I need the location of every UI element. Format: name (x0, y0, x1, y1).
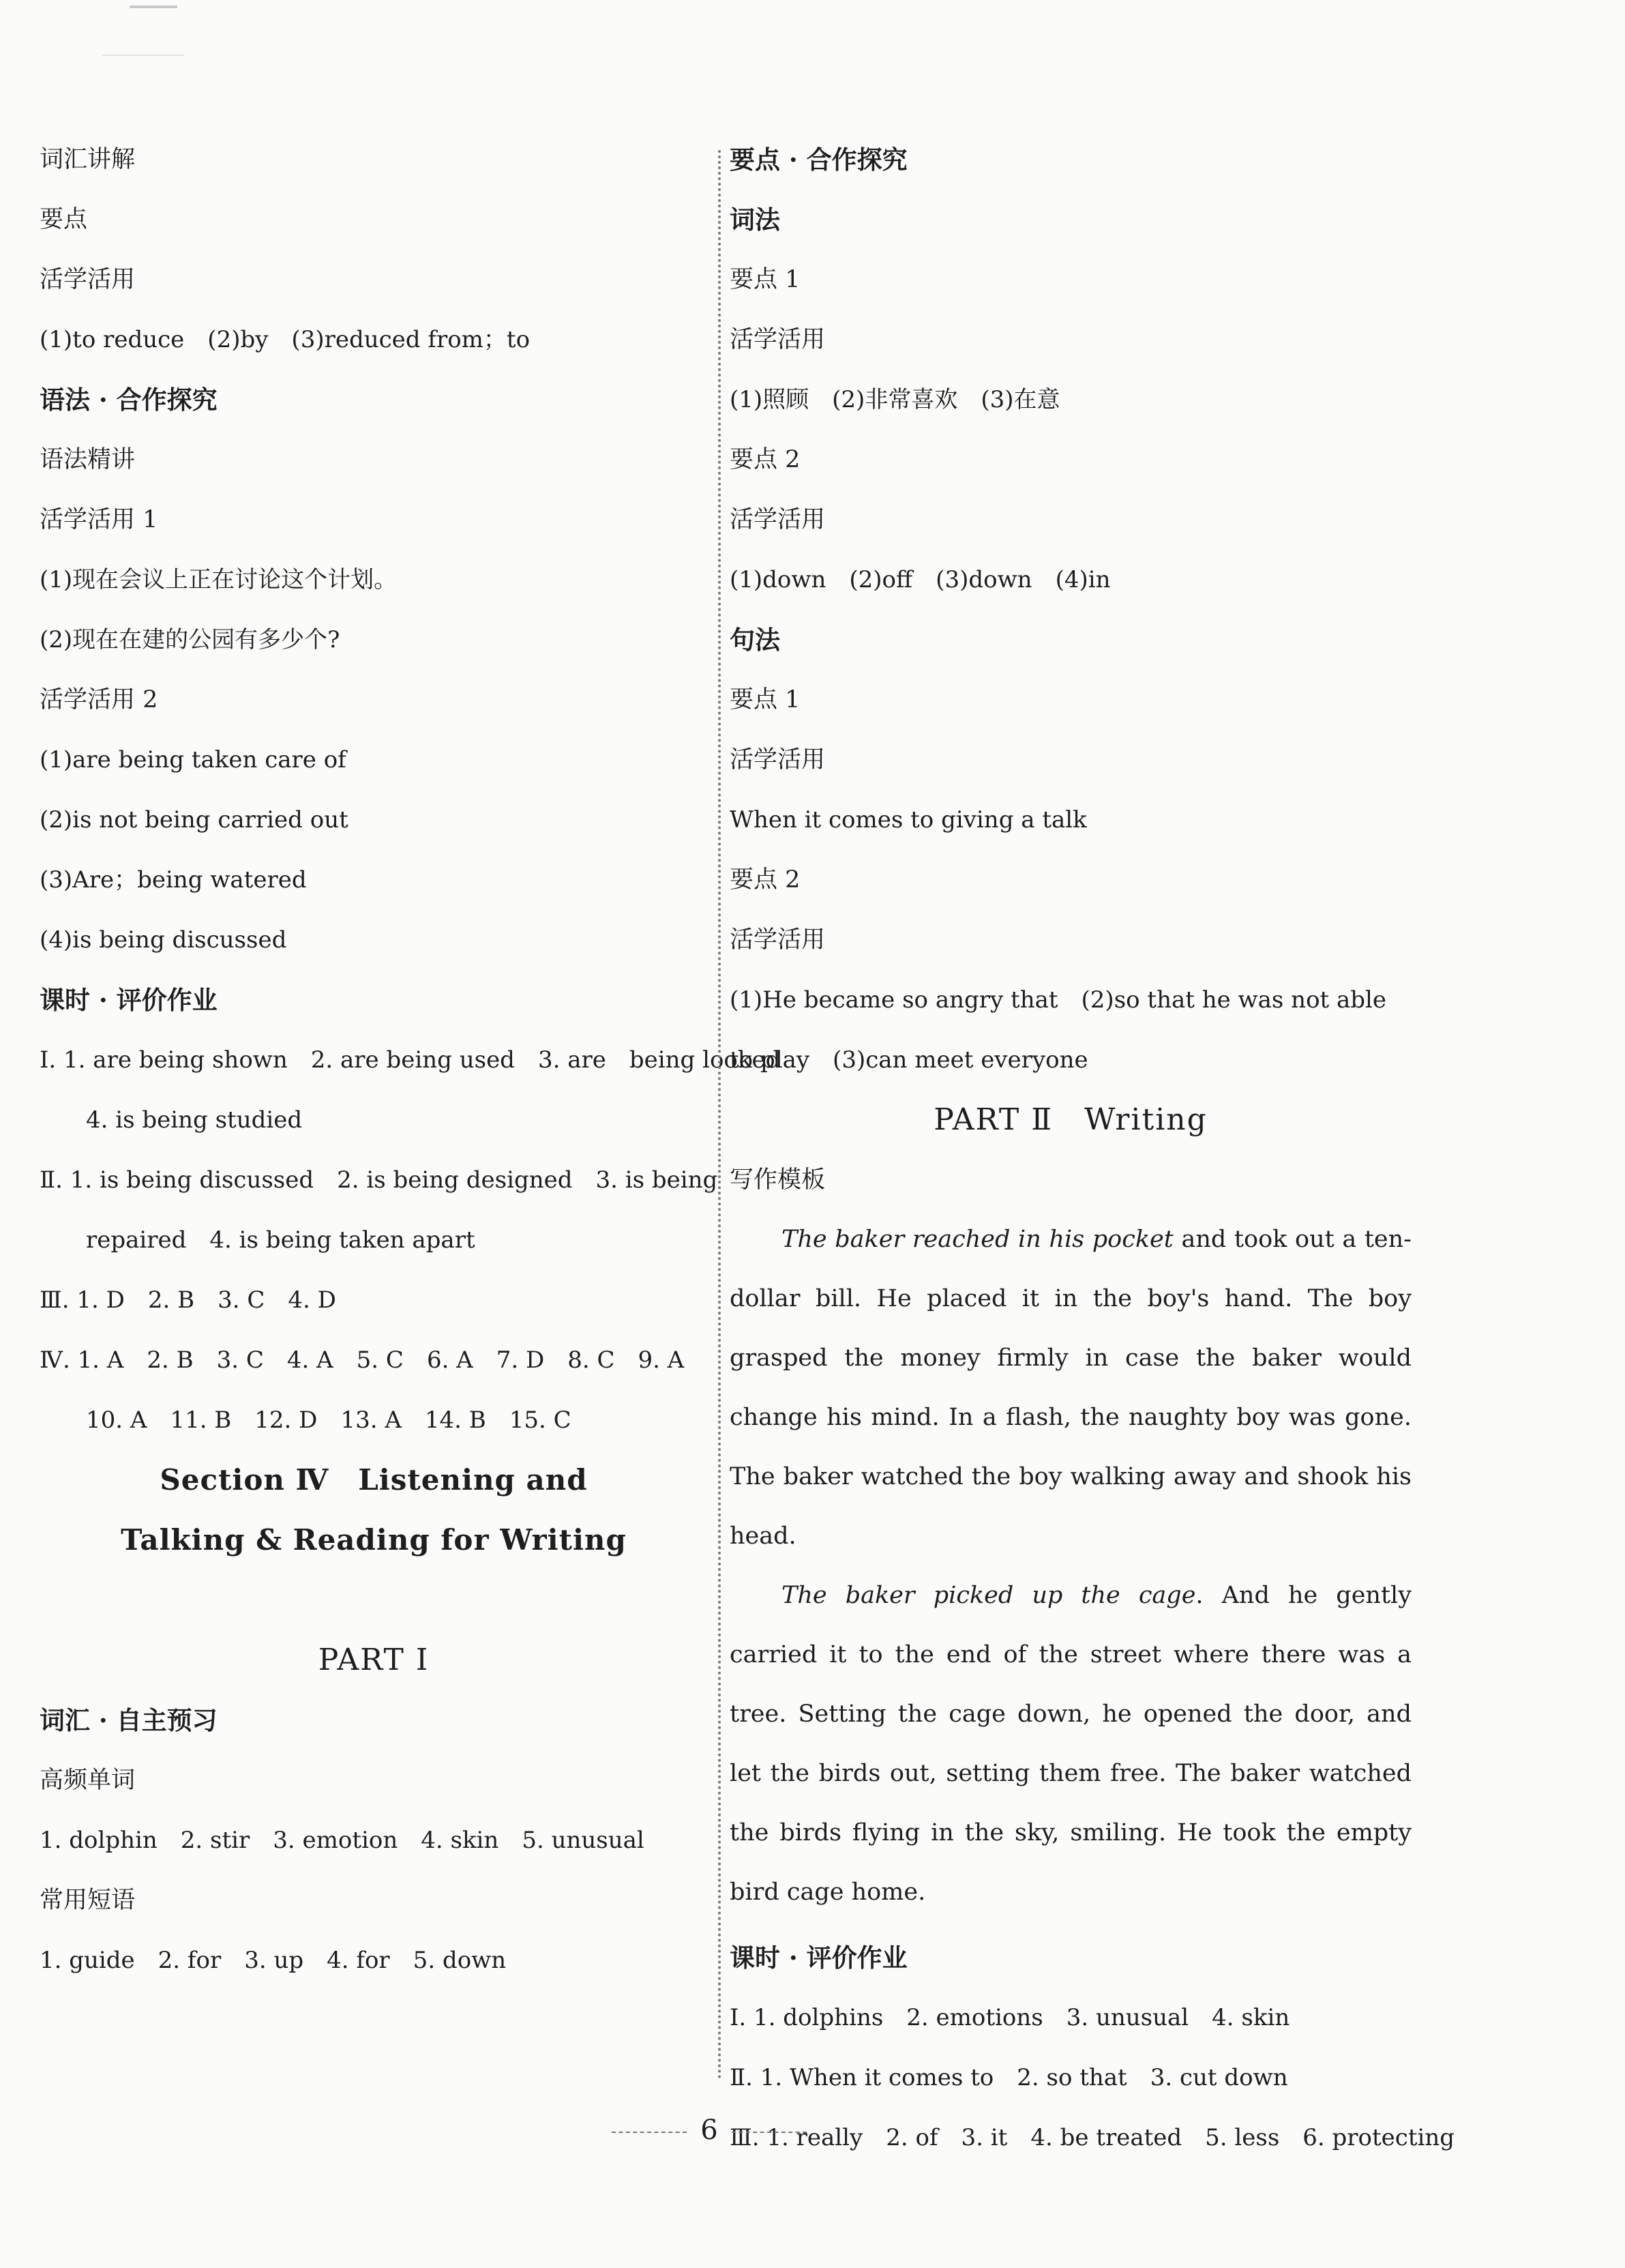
left-line: 活学活用 1 (40, 506, 158, 533)
left-line: Ⅰ. 1. are being shown 2. are being used 3. are being looked (40, 1046, 781, 1074)
right-top-block (730, 130, 1412, 1210)
right-top-line: 要点 2 (730, 446, 801, 473)
right-top-line: 活学活用 (730, 326, 826, 353)
left-line: 要点 (40, 206, 88, 233)
left-line: Ⅲ. 1. D 2. B 3. C 4. D (40, 1286, 336, 1314)
right-top-line: 活学活用 (730, 926, 826, 954)
right-top-line: 句法 (730, 625, 780, 655)
page-footer (0, 2115, 1418, 2146)
left-line: (2)is not being carried out (40, 806, 348, 834)
left-line: (1)are being taken care of (40, 746, 346, 774)
writing-paragraph-2 (730, 1566, 1412, 1922)
right-top-line: When it comes to giving a talk (730, 806, 1087, 834)
left-line: (2)现在在建的公园有多少个? (40, 626, 340, 653)
left-line: Section Ⅳ Listening and (160, 1463, 588, 1497)
left-line: (3)Are；being watered (40, 866, 307, 894)
scan-mark (102, 55, 184, 56)
left-line: 常用短语 (40, 1887, 136, 1914)
right-top-line: (1)照顾 (2)非常喜欢 (3)在意 (730, 386, 1060, 413)
left-line: 高频单词 (40, 1767, 136, 1794)
left-line: repaired 4. is being taken apart (86, 1226, 475, 1254)
left-line (40, 1570, 708, 1630)
right-top-line: 活学活用 (730, 746, 826, 774)
right-top-line: 要点 1 (730, 266, 801, 293)
footer-rule (612, 2132, 687, 2133)
left-line: 1. dolphin 2. stir 3. emotion 4. skin 5. unusual (40, 1827, 644, 1854)
right-bottom-line: Ⅰ. 1. dolphins 2. emotions 3. unusual 4. skin (730, 2004, 1290, 2031)
writing-p2-lead: The baker picked up the cage (781, 1582, 1196, 1609)
left-line: PART Ⅰ (318, 1643, 430, 1677)
right-top-line: 写作模板 (730, 1166, 826, 1194)
writing-paragraph-1 (730, 1210, 1412, 1566)
writing-p2-body: . And he gently carried it to the end of the street where there was a tree. Setting the cage down, he opened the door, and let the birds out, setting them free. The baker watched the birds flying in the sky, smiling. He took the empty bird cage home. (730, 1582, 1412, 1906)
left-line: 10. A 11. B 12. D 13. A 14. B 15. C (86, 1407, 571, 1434)
right-bottom-line: Ⅱ. 1. When it comes to 2. so that 3. cut down (730, 2064, 1288, 2091)
column-divider (718, 150, 721, 2080)
footer-rule (732, 2132, 807, 2133)
scan-mark (130, 5, 177, 8)
left-line: 4. is being studied (86, 1106, 303, 1134)
left-line: (1)to reduce (2)by (3)reduced from；to (40, 326, 531, 353)
left-line: Ⅱ. 1. is being discussed 2. is being designed 3. is being (40, 1166, 718, 1194)
right-bottom-line: Ⅲ. 1. really 2. of 3. it 4. be treated 5. less 6. protecting (730, 2124, 1455, 2151)
right-top-line: PART Ⅱ Writing (934, 1102, 1208, 1137)
right-top-line: 活学活用 (730, 506, 826, 533)
left-line: 语法精讲 (40, 446, 136, 473)
left-line: 活学活用 2 (40, 686, 158, 713)
left-line: Talking & Reading for Writing (121, 1523, 627, 1557)
right-top-line: 要点 2 (730, 866, 801, 894)
writing-p1-lead: The baker reached in his pocket (781, 1226, 1174, 1253)
writing-template (730, 1210, 1412, 1922)
writing-p1-body: and took out a ten-dollar bill. He placed it in the boy's hand. The boy grasped the money firmly in case the baker would change his mind. In a flash, the naughty boy was gone. The baker watched the boy walking away and shook his head. (730, 1226, 1412, 1550)
right-top-line: (1)down (2)off (3)down (4)in (730, 566, 1111, 593)
right-top-line: 要点 · 合作探究 (730, 145, 908, 175)
right-top-line: (1)He became so angry that (2)so that he was not able (730, 986, 1387, 1014)
left-line: (1)现在会议上正在讨论这个计划。 (40, 566, 398, 593)
left-line: 活学活用 (40, 266, 136, 293)
right-bottom-line: 课时 · 评价作业 (730, 1943, 908, 1973)
left-line: (4)is being discussed (40, 926, 287, 954)
right-top-line: 词法 (730, 205, 780, 235)
left-line: Ⅳ. 1. A 2. B 3. C 4. A 5. C 6. A 7. D 8. C 9. A (40, 1346, 685, 1374)
left-line: 课时 · 评价作业 (40, 985, 218, 1015)
left-line: 词汇 · 自主预习 (40, 1705, 218, 1735)
page-number: 6 (700, 2115, 718, 2146)
right-top-line: to play (3)can meet everyone (730, 1046, 1088, 1074)
left-line: 语法 · 合作探究 (40, 385, 218, 415)
right-column (730, 130, 1455, 2168)
left-line: 1. guide 2. for 3. up 4. for 5. down (40, 1947, 507, 1974)
left-line: 词汇讲解 (40, 146, 136, 173)
right-top-line: 要点 1 (730, 686, 801, 713)
